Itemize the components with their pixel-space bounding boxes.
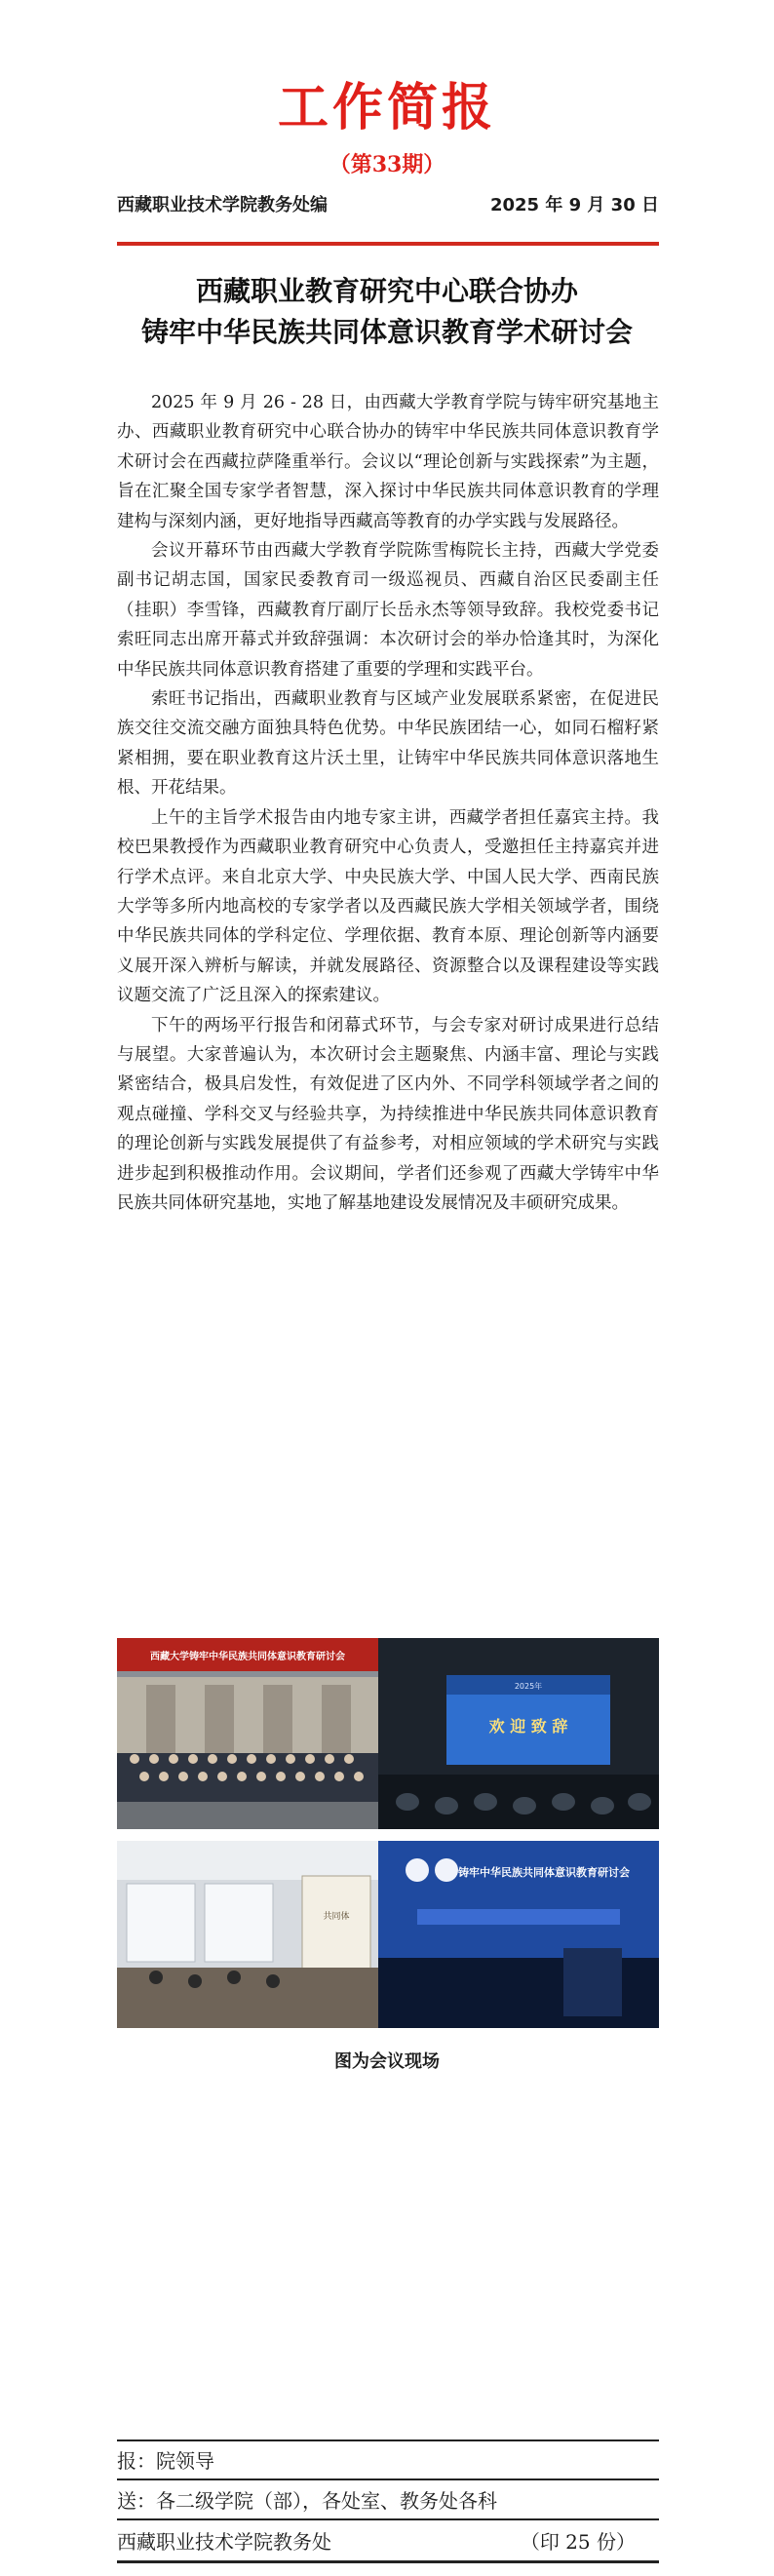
- paragraph: 下午的两场平行报告和闭幕式环节，与会专家对研讨成果进行总结与展望。大家普遍认为，本次研讨会主题聚焦、内涵丰富、理论与实践紧密结合，极具启发性，有效促进了区内外、不同学科领域学者之间的观点碰撞、学科交叉与经验共享，为持续推进中华民族共同体意识教育的理论创新与实践发展提供了有益参考，对相应领域的学术研究与实践进步起到积极推动作用。会议期间，学者们还参观了西藏大学铸牢中华民族共同体研究基地，实地了解基地建设发展情况及丰硕研究成果。: [117, 1015, 659, 1213]
- banner-text: 西藏大学铸牢中华民族共同体意识教育研讨会: [150, 1652, 345, 1662]
- send-label: 送：: [117, 2489, 156, 2513]
- print-copies: （印 25 份）: [520, 2530, 636, 2554]
- org-row: [117, 2526, 659, 2557]
- footer-divider: [117, 2518, 659, 2520]
- paragraph: 索旺书记指出，西藏职业教育与区域产业发展联系紧密，在促进民族交往交流交融方面独具特色优势。中华民族团结一心，如同石榴籽紧紧相拥，要在职业教育这片沃土里，让铸牢中华民族共同体意识落地生根、开花结果。: [117, 689, 659, 799]
- screen-year: 2025年: [514, 1682, 543, 1691]
- report-label: 报：: [117, 2449, 156, 2473]
- paragraph: 会议开幕环节由西藏大学教育学院陈雪梅院长主持，西藏大学党委副书记胡志国，国家民委教育司一级巡视员、西藏自治区民委副主任（挂职）李雪锋，西藏教育厅副厅长岳永杰等领导致辞。我校党委书记索旺同志出席开幕式并致辞强调：本次研讨会的举办恰逢其时，为深化中华民族共同体意识教育搭建了重要的学理和实践平台。: [117, 541, 659, 680]
- headline-line-2: 铸牢中华民族共同体意识教育学术研讨会: [140, 316, 633, 348]
- photo-caption: 图为会议现场: [334, 2051, 440, 2072]
- screen-text: 欢 迎 致 辞: [488, 1717, 568, 1736]
- issue-date: 2025 年 9 月 30 日: [489, 195, 659, 215]
- footer-divider: [117, 2560, 659, 2563]
- footer-org: 西藏职业技术学院教务处: [117, 2530, 331, 2554]
- svg-text:共同体: 共同体: [323, 1912, 350, 1922]
- article-body: [117, 388, 659, 1218]
- send-to: 各二级学院（部），各处室、教务处各科: [156, 2489, 497, 2513]
- report-to-row: [117, 2445, 659, 2477]
- article-headline: [97, 271, 677, 353]
- paragraph: 2025 年 9 月 26 - 28 日，由西藏大学教育学院与铸牢研究基地主办、西藏职业教育研究中心联合协办的铸牢中华民族共同体意识教育学术研讨会在西藏拉萨隆重举行。会议以“理论创新与实践探索”为主题，旨在汇聚全国专家学者智慧，深入探讨中华民族共同体意识教育的学理建构与深刻内涵，更好地指导西藏高等教育的办学实践与发展路径。: [117, 393, 659, 531]
- send-to-row: [117, 2485, 659, 2517]
- report-to: 院领导: [156, 2449, 214, 2473]
- issue-number: （第33期）: [329, 152, 445, 177]
- footer-divider: [117, 2439, 659, 2441]
- podium-banner-text: 铸牢中华民族共同体意识教育研讨会: [458, 1866, 630, 1879]
- group-photo: [117, 1638, 378, 1829]
- headline-line-1: 西藏职业教育研究中心联合协办: [195, 275, 578, 307]
- paragraph: 上午的主旨学术报告由内地专家主讲，西藏学者担任嘉宾主持。我校巴果教授作为西藏职业教育研究中心负责人，受邀担任主持嘉宾并进行学术点评。来自北京大学、中央民族大学、中国人民大学、西南民族大学等多所内地高校的专家学者以及西藏民族大学相关领域学者，围绕中华民族共同体的学科定位、学理依据、教育本原、理论创新等内涵要义展开深入辨析与解读，并就发展路径、资源整合以及课程建设等实践议题交流了广泛且深入的探索建议。: [117, 807, 659, 1006]
- footer-divider: [117, 2478, 659, 2480]
- photo-grid: [117, 1638, 659, 2028]
- red-divider: [117, 242, 659, 246]
- podium-photo: [378, 1841, 659, 2028]
- masthead-meta: [117, 191, 659, 222]
- hall-photo: [378, 1638, 659, 1829]
- meeting-room-photo: [117, 1841, 378, 2028]
- publisher: 西藏职业技术学院教务处编: [117, 195, 328, 215]
- masthead-title: 工作简报: [277, 79, 496, 137]
